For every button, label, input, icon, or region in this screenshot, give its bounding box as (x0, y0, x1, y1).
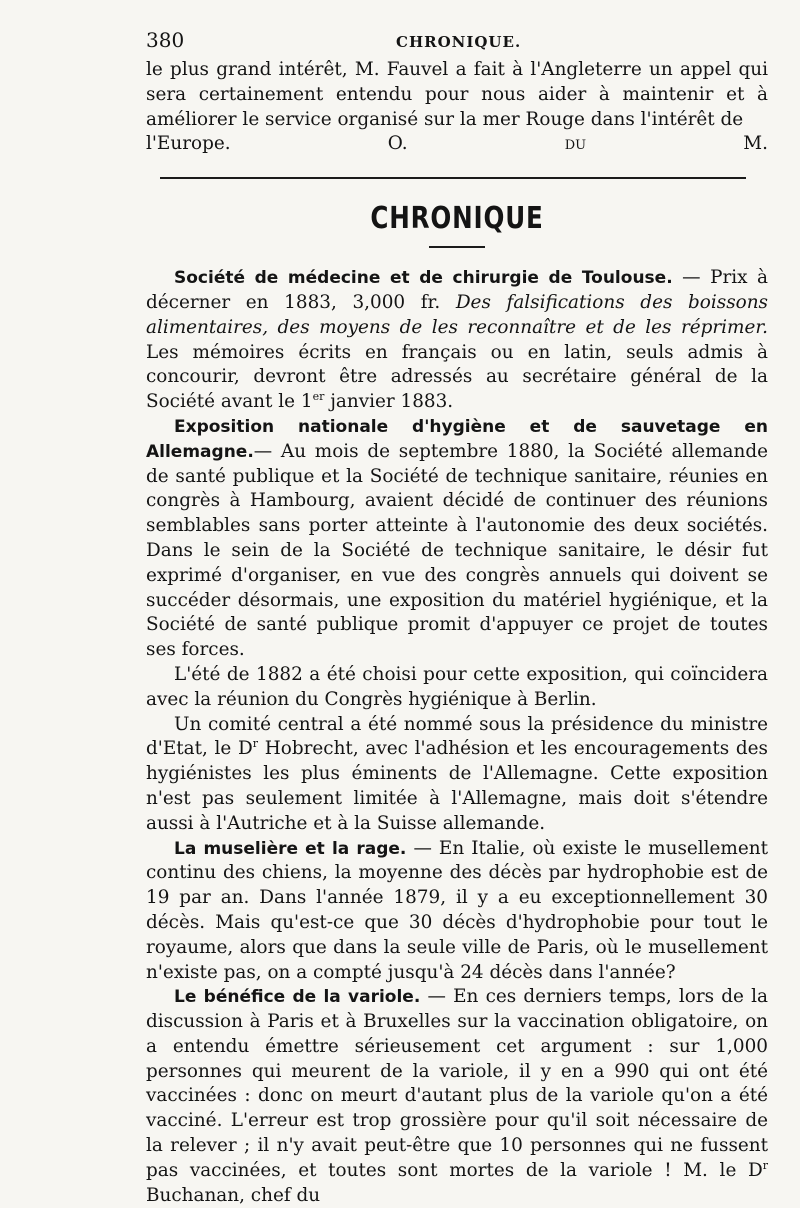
item-text: — Au mois de septembre 1880, la Société allemande de santé publique et la Société de technique sanitaire, réunies en congrès à Hambourg, avaient décidé de continuer des réunions semblables sans porter atteinte à l'autonomie des deux sociétés. Dans le sein de la Société de technique sanitaire, le désir fut exprimé d'organiser, en vue des congrès annuels qui doivent se succéder désormais, une exposition du matériel hygiénique, et la Société de santé publique promit d'appuyer ce projet de toutes ses forces. (146, 440, 768, 661)
section-title: CHRONIQUE (370, 201, 544, 237)
item-text: Les mémoires écrits en français ou en latin, seuls admis à concourir, devront être adressés au secrétaire général de la Société avant le 1 (146, 341, 768, 413)
item-text: janvier 1883. (324, 391, 454, 413)
page-number: 380 (146, 28, 185, 52)
prize-topic: Des falsifications des boissons alimentaires, des moyens de les reconnaître et de les réprimer. (146, 291, 768, 338)
item-text: — Prix à décerner en 1883, 3,000 fr. (146, 267, 768, 313)
item-rubric: Le bénéfice de la variole. (174, 987, 421, 1008)
exposition-paragraph-3 (146, 713, 768, 837)
item-text: L'été de 1882 a été choisi pour cette exposition, qui coïncidera avec la réunion du Congrès hygiénique à Berlin. (146, 663, 768, 710)
item-rubric: Exposition nationale d'hygiène et de sauvetage en Allemagne. (146, 416, 768, 462)
section-divider (146, 157, 768, 179)
item-muzzle-rabies (146, 837, 768, 986)
item-exposition (146, 415, 768, 663)
item-text: — En Italie, où existe le musellement continu des chiens, la moyenne des décès par hydrophobie est de 19 par an. Dans l'année 1879, il y a eu exceptionnellement 30 décès. Mais qu'est-ce que 30 décès d'hydrophobie pour tout le royaume, alors que dans la seule ville de Paris, où le musellement n'existe pas, on a compté jusqu'à 24 décès dans l'année? (146, 837, 768, 983)
item-toulouse-prize (146, 266, 768, 415)
item-text: Un comité central a été nommé sous la présidence du ministre d'Etat, le D (146, 713, 768, 760)
running-title: CHRONIQUE. (396, 33, 522, 51)
carryover-text: le plus grand intérêt, M. Fauvel a fait à l'Angleterre un appel qui sera certainement entendu pour nous aider à maintenir et à améliorer le service organisé sur la mer Rouge dans l'intérêt de (146, 59, 768, 130)
superscript: r (762, 1158, 768, 1172)
superscript: r (252, 737, 259, 751)
item-text: — En ces derniers temps, lors de la discussion à Paris et à Bruxelles sur la vaccination obligatoire, on a entendu émettre sérieusement cet argument : sur 1,000 personnes qui meurent de la variole, il y en a 990 qui ont été vaccinées : donc on meurt d'autant plus de la variole qu'on a été vacciné. L'erreur est trop grossière pour qu'il soit nécessaire de la relever ; il n'y avait peut-être que 10 personnes qui ne fussent pas vaccinées, et toutes sont mortes de la variole ! M. le D (146, 986, 768, 1181)
running-head (146, 28, 768, 58)
carryover-signature-line (146, 132, 768, 157)
item-text: Hobrecht, avec l'adhésion et les encouragements des hygiénistes les plus éminents de l'Allemagne. Cette exposition n'est pas seulement limitée à l'Allemagne, mais doit s'étendre aussi à l'Autriche et à la Suisse allemande. (146, 738, 768, 834)
exposition-paragraph-2 (146, 663, 768, 713)
carryover-last-line: l'Europe. (146, 133, 231, 155)
title-underline (429, 246, 485, 248)
item-rubric: La muselière et la rage. (174, 838, 407, 859)
author-signature: O. du M. (387, 133, 768, 155)
item-text: Buchanan, chef du (146, 1184, 321, 1206)
item-rubric: Société de médecine et de chirurgie de Toulouse. (174, 268, 673, 289)
carryover-paragraph (146, 58, 768, 132)
superscript: er (312, 390, 325, 404)
item-smallpox (146, 985, 768, 1208)
